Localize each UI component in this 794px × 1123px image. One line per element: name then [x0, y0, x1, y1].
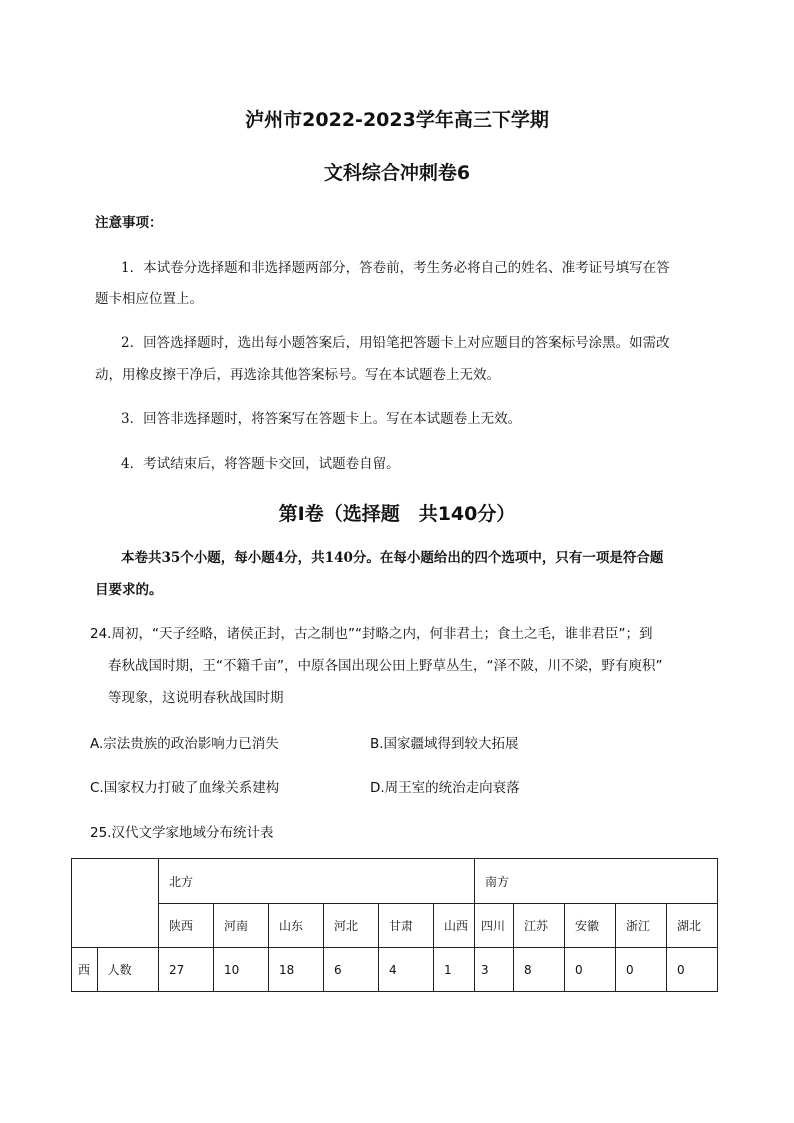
table-province-cell: 甘肃: [379, 904, 434, 948]
table-province-cell: 河北: [324, 904, 379, 948]
table-value-cell: 8: [514, 948, 565, 992]
table-province-cell: 湖北: [667, 904, 718, 948]
notice-item-4: 4．考试结束后，将答题卡交回，试题卷自留。: [121, 456, 400, 472]
table-header-north: 北方: [159, 859, 475, 904]
table-value-cell: 0: [616, 948, 667, 992]
notice-item-3: 3．回答非选择题时，将答案写在答题卡上。写在本试题卷上无效。: [121, 411, 522, 427]
q24-option-a: A.宗法贵族的政治影响力已消失: [90, 736, 279, 752]
section-1-desc-line-2: 目要求的。: [95, 582, 163, 598]
section-1-desc-line-1: 本卷共35个小题，每小题4分，共140分。在每小题给出的四个选项中，只有一项是符合题: [121, 550, 664, 566]
table-province-cell: 山西: [434, 904, 475, 948]
title-line-1: 泸州市2022-2023学年高三下学期: [245, 109, 549, 131]
q24-option-b: B.国家疆域得到较大拓展: [370, 736, 519, 752]
table-province-cell: 陕西: [159, 904, 214, 948]
table-province-cell: 江苏: [514, 904, 565, 948]
table-value-cell: 1: [434, 948, 475, 992]
table-province-cell: 安徽: [565, 904, 616, 948]
table-province-cell: 河南: [214, 904, 269, 948]
table-value-cell: 10: [214, 948, 269, 992]
table-header-south: 南方: [475, 859, 718, 904]
table-value-cell: 4: [379, 948, 434, 992]
table-value-cell: 3: [475, 948, 514, 992]
notice-item-2-line-2: 动，用橡皮擦干净后，再选涂其他答案标号。写在本试题卷上无效。: [95, 367, 500, 383]
notice-item-1-line-1: 1．本试卷分选择题和非选择题两部分，答卷前，考生务必将自己的姓名、准考证号填写在答: [121, 260, 670, 276]
table-row-label: 人数: [97, 948, 158, 992]
author-distribution-table: [71, 858, 718, 992]
notice-item-1-line-2: 题卡相应位置上。: [95, 291, 203, 307]
table-value-cell: 0: [667, 948, 718, 992]
notice-item-2-line-1: 2．回答选择题时，选出每小题答案后，用铅笔把答题卡上对应题目的答案标号涂黑。如需改: [121, 335, 670, 351]
table-value-cell: 18: [269, 948, 324, 992]
table-province-cell: 山东: [269, 904, 324, 948]
table-province-cell: 浙江: [616, 904, 667, 948]
table-value-cell: 27: [159, 948, 214, 992]
q24-option-c: C.国家权力打破了血缘关系建构: [90, 780, 280, 796]
notice-heading: 注意事项：: [95, 215, 163, 231]
table-value-cell: 0: [565, 948, 616, 992]
title-line-2: 文科综合冲刺卷6: [323, 162, 471, 184]
table-value-cell: 6: [324, 948, 379, 992]
q24-stem-line-1: 24.周初，“天子经略，诸侯正封，古之制也”“封略之内，何非君土；食土之毛，谁非君臣”；到: [90, 626, 653, 642]
table-province-cell: 四川: [475, 904, 514, 948]
section-1-title: 第Ⅰ卷（选择题 共140分）: [278, 503, 516, 525]
q24-stem-line-3: 等现象，这说明春秋战国时期: [108, 690, 284, 706]
q25-stem: 25.汉代文学家地域分布统计表: [90, 825, 274, 841]
table-corner-cell: [72, 859, 159, 948]
table-row-group-label: 西: [72, 948, 98, 992]
q24-stem-line-2: 春秋战国时期，王“不籍千亩”，中原各国出现公田上野草丛生，“泽不陂，川不梁，野有庾积”: [108, 658, 663, 674]
q24-option-d: D.周王室的统治走向衰落: [370, 780, 520, 796]
